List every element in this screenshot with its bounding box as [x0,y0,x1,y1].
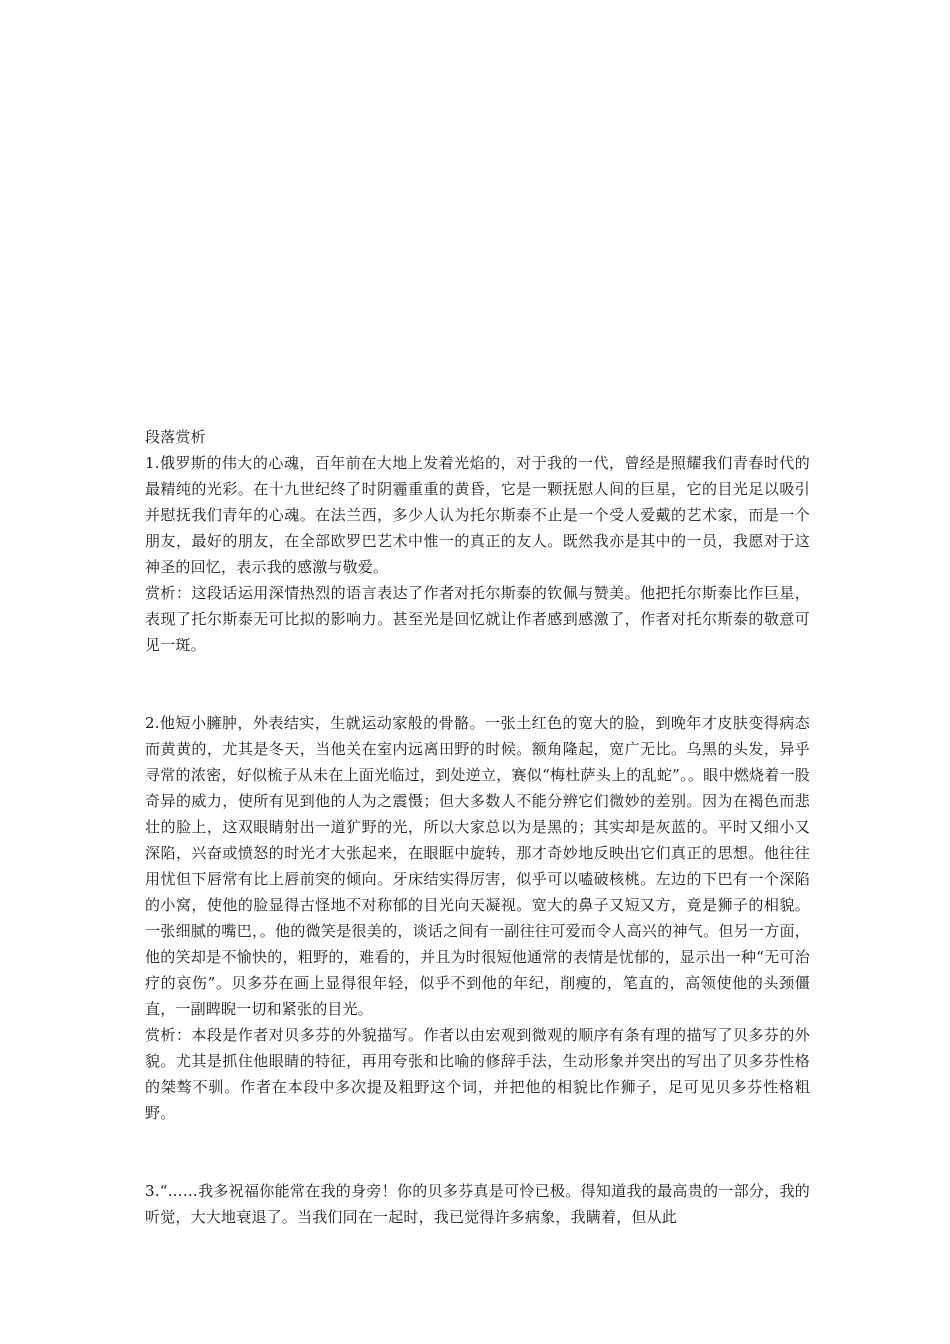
paragraph-1-text: 1.俄罗斯的伟大的心魂，百年前在大地上发着光焰的，对于我的一代，曾经是照耀我们青春时代的最精纯的光彩。在十九世纪终了时阴霾重重的黄昏，它是一颗抚慰人间的巨星，它的目光足以吸引并慰抚我们青年的心魂。在法兰西，多少人认为托尔斯泰不止是一个受人爱戴的艺术家，而是一个朋友，最好的朋友，在全部欧罗巴艺术中惟一的真正的友人。既然我亦是其中的一员，我愿对于这神圣的回忆，表示我的感激与敬爱。 [145,454,810,576]
section-spacer [145,658,810,710]
paragraph-3-text: 3.“……我多祝福你能常在我的身旁！你的贝多芬真是可怜已极。得知道我的最高贵的一部分，我的听觉，大大地衰退了。当我们同在一起时，我已觉得许多病象，我瞒着，但从此 [145,1182,810,1226]
section-spacer [145,1126,810,1178]
paragraph-2-analysis: 赏析：本段是作者对贝多芬的外貌描写。作者以由宏观到微观的顺序有条有理的描写了贝多芬的外貌。尤其是抓住他眼睛的特征，再用夸张和比喻的修辞手法，生动形象并突出的写出了贝多芬性格的桀骜不驯。作者在本段中多次提及粗野这个词，并把他的相貌比作狮子，足可见贝多芬性格粗野。 [145,1026,810,1122]
paragraph-1-analysis: 赏析：这段话运用深情热烈的语言表达了作者对托尔斯泰的钦佩与赞美。他把托尔斯泰比作巨星，表现了托尔斯泰无可比拟的影响力。甚至光是回忆就让作者感到感激了，作者对托尔斯泰的敬意可见一斑。 [145,584,810,654]
paragraph-2-text: 2.他短小臃肿，外表结实，生就运动家般的骨骼。一张土红色的宽大的脸，到晚年才皮肤变得病态而黄黄的，尤其是冬天，当他关在室内远离田野的时候。额角隆起，宽广无比。乌黑的头发，异乎寻常的浓密，好似梳子从未在上面光临过，到处逆立，赛似“梅杜萨头上的乱蛇”。。眼中燃烧着一股奇异的威力，使所有见到他的人为之震慑；但大多数人不能分辨它们微妙的差别。因为在褐色而悲壮的脸上，这双眼睛射出一道犷野的光，所以大家总以为是黑的；其实却是灰蓝的。平时又细小又深陷，兴奋或愤怒的时光才大张起来，在眼眶中旋转，那才奇妙地反映出它们真正的思想。他往往用忧但下唇常有比上唇前突的倾向。牙床结实得厉害，似乎可以嗑破核桃。左边的下巴有一个深陷的小窝，使他的脸显得古怪地不对称郁的目光向天凝视。宽大的鼻子又短又方，竟是狮子的相貌。一张细腻的嘴巴，。他的微笑是很美的，谈话之间有一副往往可爱而令人高兴的神气。但另一方面，他的笑却是不愉快的，粗野的，难看的，并且为时很短他通常的表情是忧郁的，显示出一种“无可治疗的哀伤”。贝多芬在画上显得很年轻，似乎不到他的年纪，削瘦的，笔直的，高领使他的头颈僵直，一副睥睨一切和紧张的目光。 [145,714,810,1018]
document-title: 段落赏析 [145,428,206,446]
document-body [145,424,810,1230]
